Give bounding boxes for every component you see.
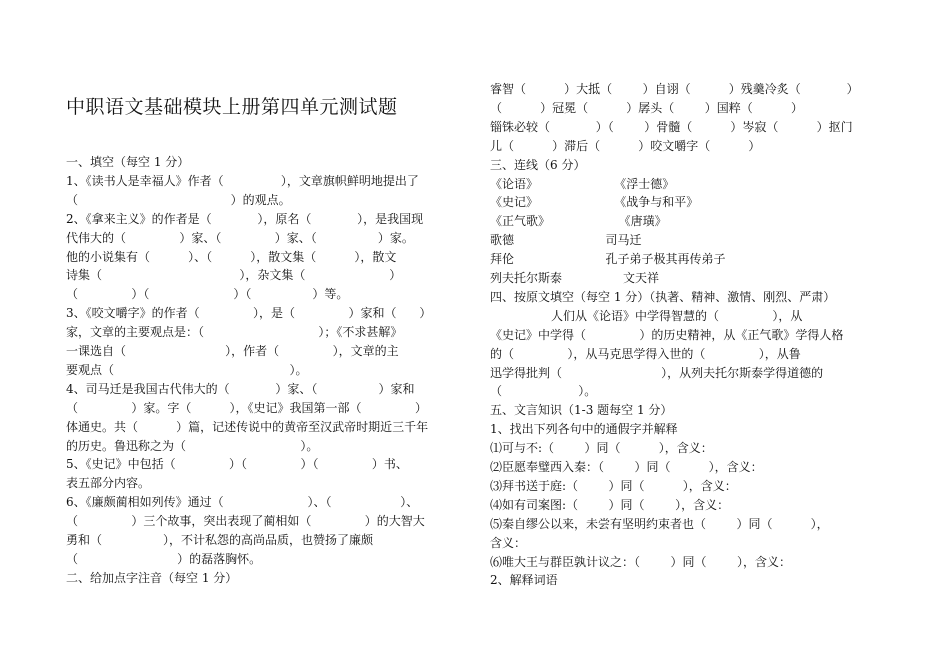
page-title: 中职语文基础模块上册第四单元测试题 (66, 96, 398, 118)
left-text-line: 的历史。鲁迅称之为（ ）。 (66, 438, 319, 453)
right-text-line: ⑴可与不:（ ）同（ ），含义： (490, 441, 713, 456)
right-text-line: ⑶拜书送于庭:（ ）同（ ），含义： (490, 478, 737, 493)
left-text-line: 一、填空（每空 1 分） (66, 155, 190, 169)
right-text-line: 含义： (490, 535, 527, 550)
left-text-line: （ ）的观点。 (66, 192, 291, 207)
left-text-line: （ ）（ ）（ ）等。 (66, 287, 349, 302)
left-text-line: 代伟大的（ ）家、（ ）家、（ ）家。 (66, 230, 414, 245)
right-text-line: 睿智（ ）大抵（ ）自诩（ ）残羹冷炙（ ） (490, 82, 859, 96)
right-text-line: ⑷如有司案图:（ ）同（ ），含义： (490, 497, 730, 512)
right-text-line: 列夫托尔斯泰 文天祥 (490, 271, 660, 285)
left-text-line: 家，文章的主要观点是：（ ）；《不求甚解》 (66, 325, 403, 340)
right-text-line: （ ）冠冕（ ）孱头（ ）国粹（ ） (490, 100, 803, 115)
left-text-line: 二、给加点字注音（每空 1 分） (66, 570, 238, 585)
right-text-line: 2、解释词语 (490, 573, 558, 588)
left-text-line: 勇和（ ），不计私怨的高尚品质，也赞扬了廉颇 (66, 533, 374, 547)
left-text-line: 2、《拿来主义》的作者是（ ），原名（ ），是我国现 (66, 211, 424, 226)
right-text-line: 五、文言知识（1-3 题每空 1 分） (490, 403, 673, 418)
left-text-line: 他的小说集有（ ）、（ ），散文集（ ），散文 (66, 249, 397, 264)
right-text-line: 《史记》 《战争与和平》 (490, 195, 699, 210)
right-text-line: 儿（ ）滞后（ ）咬文嚼字（ ） (490, 138, 761, 153)
right-text-line: 《正气歌》 《唐璜》 (490, 214, 667, 229)
left-text-line: 要观点（ ）。 (66, 362, 308, 377)
left-text-line: 1、《读书人是幸福人》作者（ ），文章旗帜鲜明地提出了 (66, 173, 419, 188)
left-text-line: 诗集（ ），杂文集（ ） (66, 268, 402, 283)
right-text-line: 1、找出下列各句中的通假字并解释 (490, 422, 678, 437)
right-text-line: 《论语》 《浮士德》 (490, 176, 675, 191)
right-text-line: 的（ ），从马克思学得入世的（ ），从鲁 (490, 346, 801, 361)
right-text-line: 拜伦 孔子弟子极其再传弟子 (490, 252, 726, 267)
right-text-line: 四、按原文填空（每空 1 分）（执著、精神、激情、刚烈、严肃） (490, 289, 836, 304)
left-text-line: 体通史。共（ ）篇，记述传说中的黄帝至汉武帝时期近三千年 (66, 419, 429, 434)
right-text-line: （ ）。 (490, 384, 597, 399)
right-text-line: 《史记》中学得（ ）的历史精神，从《正气歌》学得人格 (490, 327, 844, 342)
left-text-line: 6、《廉颇蔺相如列传》通过（ ）、（ ）、 (66, 495, 419, 510)
left-text-line: （ ）的磊落胸怀。 (66, 551, 262, 566)
left-text-line: （ ）家。字（ ），《史记》我国第一部（ ） (66, 400, 427, 415)
left-text-line: 3、《咬文嚼字》的作者（ ），是（ ）家和（ ） (66, 306, 432, 321)
left-text-line: （ ）三个故事，突出表现了蔺相如（ ）的大智大 (66, 514, 425, 529)
left-text-line: 5、《史记》中包括（ ）（ ）（ ）书、 (66, 457, 408, 472)
right-text-line: ⑹唯大王与群臣孰计议之：（ ）同（ ），含义： (490, 554, 792, 569)
right-text-line: 人们从《论语》中学得智慧的（ ），从 (490, 308, 803, 323)
left-text-line: 表五部分内容。 (66, 476, 151, 491)
right-text-line: ⑸秦自缪公以来，未尝有坚明约束者也（ ）同（ ）， (490, 516, 829, 531)
left-text-line: 4、司马迁是我国古代伟大的（ ）家、（ ）家和 (66, 381, 415, 396)
right-text-line: 锱铢必较（ ）（ ）骨髓（ ）岑寂（ ）抠门 (490, 119, 853, 134)
right-text-line: 迅学得批判（ ），从列夫托尔斯泰学得道德的 (490, 365, 824, 380)
right-text-line: 歌德 司马迁 (490, 233, 642, 248)
left-text-line: 一课选自（ ），作者（ ），文章的主 (66, 344, 399, 358)
right-text-line: 三、连线（6 分） (490, 157, 586, 172)
right-text-line: ⑵臣愿奉璧西入秦：（ ）同（ ），含义： (490, 460, 763, 474)
